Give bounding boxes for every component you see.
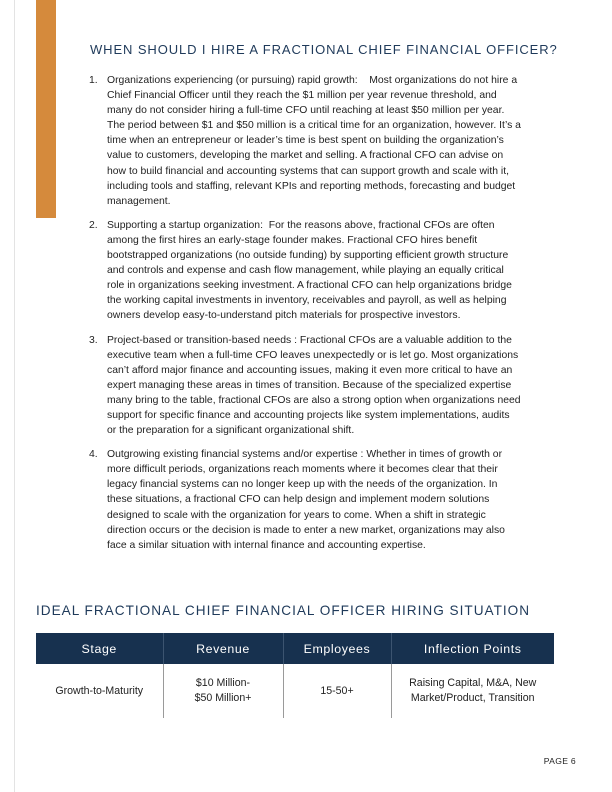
reason-number: 4. [89,449,98,461]
reasons-list [89,73,521,562]
header-revenue: Revenue [163,633,283,664]
reason-item [89,73,521,209]
page-left-rule [14,0,15,792]
hiring-situation-table [36,633,554,718]
table-row [36,664,554,718]
header-stage: Stage [81,641,117,656]
reason-title: Supporting a startup organization: [107,219,263,231]
cell-employees: 15-50+ [283,664,391,718]
section-heading: WHEN SHOULD I HIRE A FRACTIONAL CHIEF FINANCIAL OFFICER? [90,42,558,57]
page-number: PAGE 6 [543,756,576,766]
reason-item [89,447,521,553]
cell-revenue-line1: $10 Million- [195,677,251,689]
reason-text: Whether in times of growth or more difficult periods, organizations reach moments where it becomes clear that their legacy financial systems can no longer keep up with the needs of the organization. In these situations, a fractional CFO can help design and implement modern solutions designed to scale with the organization for years to come. When a shift in strategic direction occurs or the decision is made to enter a new market, organizations may also face a similar situation with internal finance and accounting expertise. [107,449,505,551]
cell-revenue [163,664,283,718]
cell-inflection-line1: Raising Capital, M&A, New [409,677,537,689]
reason-number: 2. [89,219,98,231]
cell-inflection-points [391,664,554,718]
reason-text: For the reasons above, fractional CFOs are often among the first hires an early-stage founder makes. Fractional CFO hires benefit bootstrapped organizations (no outside funding) by supporting efficient growth structure and controls and expense and cash flow management, while playing an equally critical role in organizations seeking investment. A fractional CFO can help organizations bridge the working capital investments in inventory, receivables and payroll, as well as helping owners develop easy-to-understand pitch materials for prospective investors. [107,219,512,322]
header-inflection-points: Inflection Points [391,633,554,664]
reason-title: Organizations experiencing (or pursuing) rapid growth: [107,75,358,86]
reason-title: Outgrowing existing financial systems and/or expertise : [107,449,364,461]
table-header-row [36,633,554,664]
reason-text: Most organizations do not hire a Chief Financial Officer until they reach the $1 million per year revenue threshold, and many do not consider hiring a full-time CFO until reaching at least $50 million per year. The period between $1 and $50 million is a critical time for an organization, however. It’s a time when an entrepreneur or leader’s time is best spent on building the organization’s value to customers, developing the market and selling. A fractional CFO can advise on how to build financial and accounting systems that can support growth and scale with it, including tools and staffing, relevant KPIs and reporting methods, forecasting and budget management. [107,75,521,207]
header-employees: Employees [283,633,391,664]
reason-item [89,333,521,439]
reason-number: 1. [89,75,98,86]
cell-inflection-line2: Market/Product, Transition [410,692,535,704]
reason-number: 3. [89,334,98,346]
reason-text: Fractional CFOs are a valuable addition to the executive team when a full-time CFO leaves unexpectedly or is let go. Most organizations can’t afford major finance and accounting issues, making it even more critical to have an expert managing these areas in times of transition. Because of the specialized expertise many bring to the table, fractional CFOs are also a strong option when organizations need support for specific finance and accounting projects like system implementations, audits or the preparation for a significant organizational shift. [107,334,521,437]
table-heading: IDEAL FRACTIONAL CHIEF FINANCIAL OFFICER HIRING SITUATION [36,603,531,618]
cell-revenue-line2: $50 Million+ [194,692,252,704]
reason-item [89,218,521,324]
accent-bar [36,0,56,218]
cell-stage: Growth-to-Maturity [55,684,144,697]
reason-title: Project-based or transition-based needs : [107,334,298,346]
